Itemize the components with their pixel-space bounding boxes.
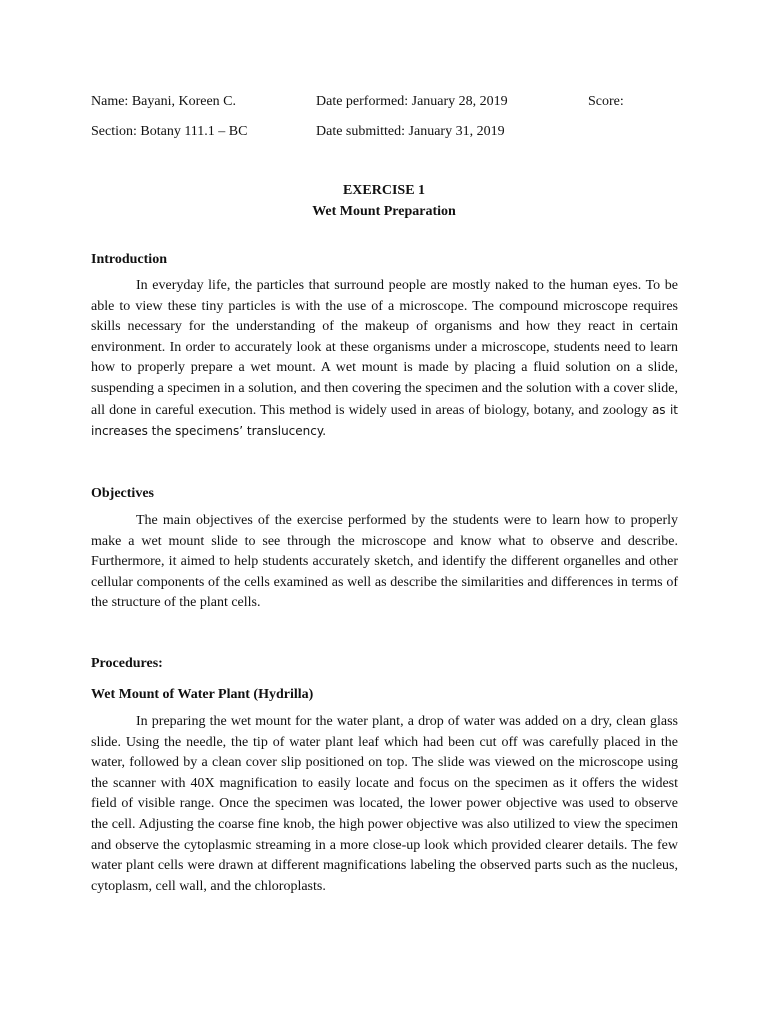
introduction-paragraph: [91, 276, 678, 443]
exercise-number: EXERCISE 1: [342, 183, 426, 198]
exercise-title: Wet Mount Preparation: [312, 204, 456, 219]
objectives-heading: Objectives: [91, 486, 154, 501]
objectives-paragraph: The main objectives of the exercise performed by the students were to learn how to properly make a wet mount slide to see through the microscope and know what to observe and describe. Furthermore, it aimed to help students accurately sketch, and identify the different organelles and other cellular components of the cells examined as well as describe the similarities and differences in terms of the structure of the plant cells.: [91, 513, 678, 611]
procedure-subheading: Wet Mount of Water Plant (Hydrilla): [91, 687, 314, 702]
introduction-text-tail: as it increases the specimens’ translucency.: [91, 402, 678, 439]
date-submitted: Date submitted: January 31, 2019: [316, 124, 505, 139]
section-label: Section: Botany 111.1 – BC: [91, 124, 248, 139]
date-performed: Date performed: January 28, 2019: [316, 94, 508, 109]
score-label: Score:: [588, 94, 624, 109]
introduction-text: In everyday life, the particles that surround people are mostly naked to the human eyes. To be able to view these tiny particles is with the use of a microscope. The compound microscope requires skills necessary for the understanding of the makeup of organisms and how they react in certain environment. In order to accurately look at these organisms under a microscope, students need to learn how to properly prepare a wet mount. A wet mount is made by placing a fluid solution on a slide, suspending a specimen in a solution, and then covering the specimen and the solution with a cover slide, all done in careful execution. This method is widely used in areas of biology, botany, and zoology: [91, 278, 678, 418]
procedures-heading: Procedures:: [91, 656, 163, 671]
student-name: Name: Bayani, Koreen C.: [91, 94, 237, 109]
procedure-paragraph: In preparing the wet mount for the water plant, a drop of water was added on a dry, clean glass slide. Using the needle, the tip of water plant leaf which had been cut off was carefully placed in the water, followed by a clean cover slip positioned on top. The slide was viewed on the microscope using the scanner with 40X magnification to easily locate and focus on the specimen as it offers the widest field of visible range. Once the specimen was located, the lower power objective was used to observe the cell. Adjusting the coarse fine knob, the high power objective was also utilized to view the specimen and observe the cytoplasmic streaming in a more close-up look which provided clearer details. The few water plant cells were drawn at different magnifications labeling the observed parts such as the nucleus, cytoplasm, cell wall, and the chloroplasts.: [91, 714, 678, 894]
introduction-heading: Introduction: [91, 252, 167, 267]
